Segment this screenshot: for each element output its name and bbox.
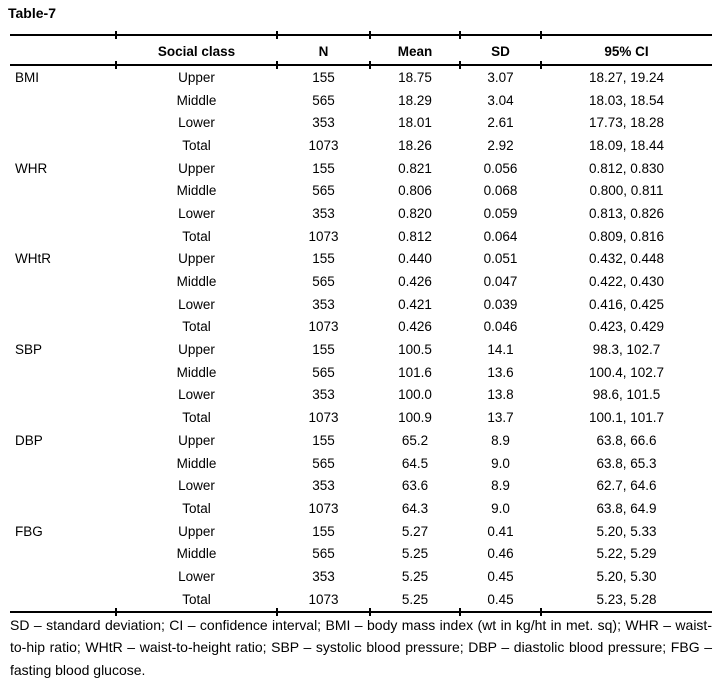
table-row (10, 316, 712, 339)
table-row (10, 474, 712, 497)
variable-cell (10, 452, 116, 475)
table-row (10, 89, 712, 112)
table-row (10, 66, 712, 89)
sd-cell: 8.9 (491, 432, 510, 448)
header-social-class: Social class (157, 43, 236, 59)
variable-cell (10, 179, 116, 202)
mean-cell: 100.5 (398, 342, 432, 358)
sd-cell: 0.41 (487, 523, 514, 539)
table-row (10, 134, 712, 157)
social-class-cell: Middle (176, 274, 217, 290)
sd-cell: 0.059 (483, 205, 518, 221)
variable-cell (10, 497, 116, 520)
table-row (10, 384, 712, 407)
statistics-table (10, 36, 712, 611)
mean-cell: 5.25 (401, 568, 429, 584)
n-cell: 353 (312, 387, 335, 403)
sd-cell: 13.6 (487, 364, 514, 380)
ci-cell: 18.03, 18.54 (588, 92, 665, 108)
column-tick (459, 608, 461, 616)
sd-cell: 2.61 (487, 115, 514, 131)
ci-cell: 18.27, 19.24 (588, 69, 665, 85)
ci-cell: 0.423, 0.429 (588, 319, 665, 335)
column-tick (276, 61, 278, 69)
mean-cell: 101.6 (398, 364, 432, 380)
variable-cell (10, 111, 116, 134)
sd-cell: 13.8 (487, 387, 514, 403)
mean-cell: 64.3 (401, 500, 429, 516)
n-cell: 1073 (308, 137, 339, 153)
mean-cell: 0.440 (398, 251, 432, 267)
ci-cell: 62.7, 64.6 (596, 478, 657, 494)
n-cell: 1073 (308, 319, 339, 335)
sd-cell: 9.0 (491, 500, 510, 516)
mean-cell: 0.821 (398, 160, 432, 176)
column-tick (115, 608, 117, 616)
variable-cell (10, 225, 116, 248)
n-cell: 1073 (308, 410, 339, 426)
column-tick (540, 61, 542, 69)
header-n: N (318, 43, 329, 59)
social-class-cell: Upper (178, 251, 215, 267)
sd-cell: 0.039 (483, 296, 518, 312)
mean-cell: 5.27 (401, 523, 429, 539)
ci-cell: 98.6, 101.5 (592, 387, 661, 403)
n-cell: 155 (312, 251, 335, 267)
variable-cell (10, 134, 116, 157)
sd-cell: 0.068 (483, 183, 518, 199)
variable-cell (10, 270, 116, 293)
variable-cell: DBP (15, 432, 43, 448)
sd-cell: 0.46 (487, 546, 514, 562)
n-cell: 565 (312, 546, 335, 562)
variable-cell (10, 361, 116, 384)
mean-cell: 100.0 (398, 387, 432, 403)
table-row (10, 157, 712, 180)
n-cell: 353 (312, 568, 335, 584)
ci-cell: 0.416, 0.425 (588, 296, 665, 312)
n-cell: 565 (312, 92, 335, 108)
sd-cell: 2.92 (487, 137, 514, 153)
column-tick (276, 608, 278, 616)
table-row (10, 361, 712, 384)
social-class-cell: Upper (178, 342, 215, 358)
column-tick (369, 608, 371, 616)
mean-cell: 18.01 (398, 115, 432, 131)
column-tick (540, 31, 542, 39)
n-cell: 155 (312, 342, 335, 358)
n-cell: 353 (312, 115, 335, 131)
column-tick (540, 608, 542, 616)
table-row (10, 111, 712, 134)
footnote: SD – standard deviation; CI – confidence interval; BMI – body mass index (wt in kg/ht in met. sq); WHR – waist-to-hip ratio; WHtR – waist-to-height ratio; SBP – systolic blood pressure; DBP – diastolic blood pressure; FBG – fasting blood glucose. (10, 617, 712, 678)
ci-cell: 5.23, 5.28 (596, 591, 657, 607)
n-cell: 565 (312, 274, 335, 290)
mean-cell: 18.26 (398, 137, 432, 153)
variable-cell (10, 474, 116, 497)
sd-cell: 0.051 (483, 251, 518, 267)
variable-cell (10, 406, 116, 429)
n-cell: 353 (312, 296, 335, 312)
ci-cell: 18.09, 18.44 (588, 137, 665, 153)
variable-cell: FBG (15, 523, 43, 539)
column-tick (115, 31, 117, 39)
variable-cell: BMI (15, 69, 40, 85)
sd-cell: 0.047 (483, 274, 518, 290)
n-cell: 155 (312, 69, 335, 85)
ci-cell: 98.3, 102.7 (592, 342, 661, 358)
variable-cell (10, 384, 116, 407)
social-class-cell: Total (182, 500, 211, 516)
mean-cell: 63.6 (401, 478, 429, 494)
table-row (10, 270, 712, 293)
n-cell: 565 (312, 364, 335, 380)
table-row (10, 225, 712, 248)
ci-cell: 5.20, 5.33 (596, 523, 657, 539)
header-variable (10, 36, 116, 66)
social-class-cell: Total (182, 410, 211, 426)
ci-cell: 63.8, 65.3 (596, 455, 657, 471)
variable-cell: SBP (15, 342, 43, 358)
social-class-cell: Total (182, 319, 211, 335)
n-cell: 155 (312, 160, 335, 176)
n-cell: 565 (312, 183, 335, 199)
social-class-cell: Upper (178, 523, 215, 539)
column-tick (369, 31, 371, 39)
variable-cell (10, 293, 116, 316)
n-cell: 1073 (308, 228, 339, 244)
n-cell: 155 (312, 432, 335, 448)
table-row (10, 179, 712, 202)
variable-cell (10, 202, 116, 225)
ci-cell: 100.4, 102.7 (588, 364, 665, 380)
mean-cell: 5.25 (401, 591, 429, 607)
sd-cell: 0.046 (483, 319, 518, 335)
ci-cell: 5.22, 5.29 (596, 546, 657, 562)
column-tick (459, 31, 461, 39)
table-body (10, 66, 712, 611)
social-class-cell: Lower (178, 296, 215, 312)
mean-cell: 0.812 (398, 228, 432, 244)
ci-cell: 100.1, 101.7 (588, 410, 665, 426)
mean-cell: 18.75 (398, 69, 432, 85)
table-row (10, 338, 712, 361)
sd-cell: 0.45 (487, 568, 514, 584)
column-tick (459, 61, 461, 69)
mean-cell: 0.426 (398, 274, 432, 290)
ci-cell: 0.809, 0.816 (588, 228, 665, 244)
mean-cell: 100.9 (398, 410, 432, 426)
social-class-cell: Lower (178, 115, 215, 131)
social-class-cell: Middle (176, 92, 217, 108)
table-row (10, 293, 712, 316)
table-row (10, 542, 712, 565)
n-cell: 353 (312, 205, 335, 221)
sd-cell: 14.1 (487, 342, 514, 358)
social-class-cell: Upper (178, 432, 215, 448)
sd-cell: 9.0 (491, 455, 510, 471)
table-row (10, 406, 712, 429)
variable-cell (10, 316, 116, 339)
ci-cell: 63.8, 64.9 (596, 500, 657, 516)
variable-cell (10, 89, 116, 112)
mean-cell: 0.426 (398, 319, 432, 335)
social-class-cell: Lower (178, 387, 215, 403)
ci-cell: 0.432, 0.448 (588, 251, 665, 267)
sd-cell: 3.07 (487, 69, 514, 85)
n-cell: 1073 (308, 591, 339, 607)
ci-cell: 0.813, 0.826 (588, 205, 665, 221)
social-class-cell: Middle (176, 183, 217, 199)
header-sd: SD (491, 43, 510, 59)
ci-cell: 0.422, 0.430 (588, 274, 665, 290)
social-class-cell: Total (182, 137, 211, 153)
social-class-cell: Total (182, 591, 211, 607)
social-class-cell: Lower (178, 478, 215, 494)
sd-cell: 0.45 (487, 591, 514, 607)
table-row (10, 202, 712, 225)
ci-cell: 17.73, 18.28 (588, 115, 665, 131)
n-cell: 565 (312, 455, 335, 471)
table-row (10, 520, 712, 543)
sd-cell: 13.7 (487, 410, 514, 426)
ci-cell: 0.800, 0.811 (589, 183, 664, 199)
table-title: Table-7 (8, 5, 56, 21)
column-tick (276, 31, 278, 39)
n-cell: 353 (312, 478, 335, 494)
table-row (10, 497, 712, 520)
table-row (10, 452, 712, 475)
table-row (10, 429, 712, 452)
sd-cell: 3.04 (487, 92, 514, 108)
mean-cell: 65.2 (401, 432, 429, 448)
variable-cell: WHtR (15, 251, 51, 267)
ci-cell: 63.8, 66.6 (596, 432, 657, 448)
mean-cell: 18.29 (398, 92, 432, 108)
mean-cell: 0.806 (398, 183, 432, 199)
social-class-cell: Middle (176, 546, 217, 562)
social-class-cell: Middle (176, 364, 217, 380)
mean-cell: 0.820 (398, 205, 432, 221)
sd-cell: 8.9 (491, 478, 510, 494)
social-class-cell: Upper (178, 69, 215, 85)
mean-cell: 64.5 (401, 455, 429, 471)
table-row (10, 565, 712, 588)
social-class-cell: Upper (178, 160, 215, 176)
variable-cell (10, 542, 116, 565)
n-cell: 155 (312, 523, 335, 539)
social-class-cell: Lower (178, 205, 215, 221)
table-row (10, 248, 712, 271)
n-cell: 1073 (308, 500, 339, 516)
column-tick (369, 61, 371, 69)
sd-cell: 0.064 (483, 228, 518, 244)
social-class-cell: Total (182, 228, 211, 244)
header-95ci: 95% CI (604, 43, 649, 59)
ci-cell: 5.20, 5.30 (596, 568, 657, 584)
sd-cell: 0.056 (483, 160, 518, 176)
social-class-cell: Middle (176, 455, 217, 471)
column-tick (115, 61, 117, 69)
mean-cell: 5.25 (401, 546, 429, 562)
variable-cell (10, 565, 116, 588)
variable-cell: WHR (15, 160, 48, 176)
header-mean: Mean (397, 43, 433, 59)
social-class-cell: Lower (178, 568, 215, 584)
mean-cell: 0.421 (398, 296, 432, 312)
ci-cell: 0.812, 0.830 (588, 160, 665, 176)
variable-cell (10, 588, 116, 611)
